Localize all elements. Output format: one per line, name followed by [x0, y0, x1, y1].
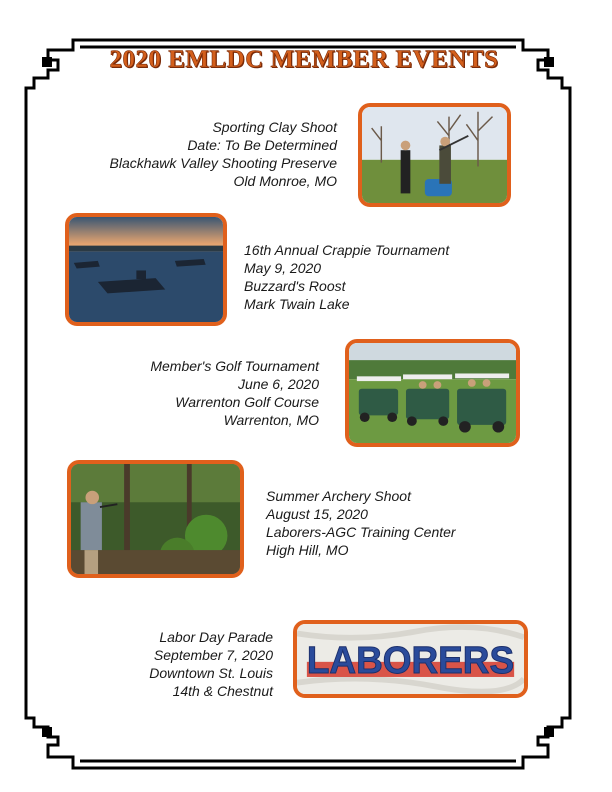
event-location: Old Monroe, MO	[233, 173, 337, 189]
event-location: 14th & Chestnut	[172, 683, 273, 699]
event-sporting-clay	[110, 118, 338, 190]
event-date: September 7, 2020	[153, 647, 273, 663]
event-location: Mark Twain Lake	[244, 296, 350, 312]
event-place: Warrenton Golf Course	[175, 394, 319, 410]
event-place: Buzzard's Roost	[244, 278, 346, 294]
event-date: June 6, 2020	[238, 376, 319, 392]
page-title: 2020 EMLDC MEMBER EVENTS	[109, 46, 499, 73]
event-location: Warrenton, MO	[223, 412, 319, 428]
event-name: Sporting Clay Shoot	[212, 119, 337, 135]
clay-shooting-photo	[358, 103, 511, 207]
laborers-banner-photo	[293, 620, 528, 698]
boats-on-lake-photo	[65, 213, 227, 326]
event-place: Blackhawk Valley Shooting Preserve	[109, 155, 337, 171]
event-crappie-tournament	[244, 241, 449, 313]
event-name: Member's Golf Tournament	[150, 358, 319, 374]
event-name: Summer Archery Shoot	[266, 488, 411, 504]
event-location: High Hill, MO	[266, 542, 349, 558]
event-date: May 9, 2020	[244, 260, 322, 276]
golf-carts-photo	[345, 339, 520, 447]
event-date: August 15, 2020	[266, 506, 368, 522]
banner-text: LABORERS	[306, 639, 515, 682]
event-name: Labor Day Parade	[159, 629, 273, 645]
archery-photo	[67, 460, 244, 578]
event-place: Downtown St. Louis	[149, 665, 273, 681]
event-name: 16th Annual Crappie Tournament	[244, 242, 450, 258]
event-archery-shoot	[266, 487, 456, 559]
event-labor-day-parade	[149, 628, 273, 700]
event-golf-tournament	[150, 357, 319, 429]
event-place: Laborers-AGC Training Center	[266, 524, 456, 540]
event-date: Date: To Be Determined	[187, 137, 337, 153]
